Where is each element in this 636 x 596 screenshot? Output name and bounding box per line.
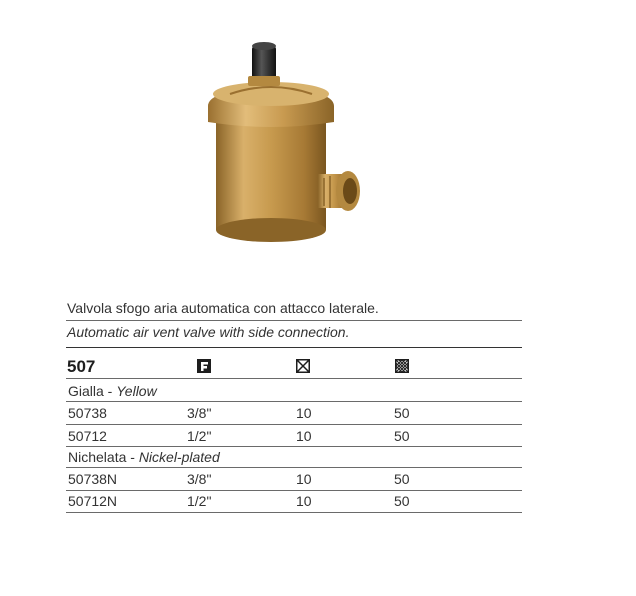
- product-code: 507: [67, 357, 96, 376]
- carton-quantity-icon: [395, 359, 409, 373]
- product-title-english: Automatic air vent valve with side connection.: [67, 324, 350, 340]
- item-code: 50738N: [68, 471, 118, 487]
- item-code: 50712N: [68, 493, 118, 509]
- divider: [66, 512, 522, 513]
- box-quantity: 10: [296, 493, 312, 509]
- box-quantity: 10: [296, 471, 312, 487]
- divider: [66, 347, 522, 348]
- group-label-nickel: Nichelata - Nickel-plated: [68, 449, 220, 465]
- box-quantity: 10: [296, 428, 312, 444]
- box-quantity-icon: [296, 359, 310, 373]
- carton-quantity: 50: [394, 471, 410, 487]
- carton-quantity: 50: [394, 405, 410, 421]
- air-vent-valve-image: [200, 36, 390, 256]
- divider: [66, 378, 522, 379]
- table-row: [66, 425, 522, 447]
- thread-size: 1/2": [187, 428, 212, 444]
- carton-quantity: 50: [394, 428, 410, 444]
- thread-size: 3/8": [187, 405, 212, 421]
- box-quantity: 10: [296, 405, 312, 421]
- thread-size: 1/2": [187, 493, 212, 509]
- table-row: [66, 402, 522, 424]
- table-row: [66, 468, 522, 490]
- item-code: 50712: [68, 428, 107, 444]
- item-code: 50738: [68, 405, 107, 421]
- thread-size: 3/8": [187, 471, 212, 487]
- thread-size-icon: [197, 359, 211, 373]
- divider: [66, 320, 522, 321]
- product-title-italian: Valvola sfogo aria automatica con attacco laterale.: [67, 300, 379, 316]
- carton-quantity: 50: [394, 493, 410, 509]
- divider: [66, 446, 522, 447]
- group-label-yellow: Gialla - Yellow: [68, 383, 157, 399]
- table-row: [66, 490, 522, 512]
